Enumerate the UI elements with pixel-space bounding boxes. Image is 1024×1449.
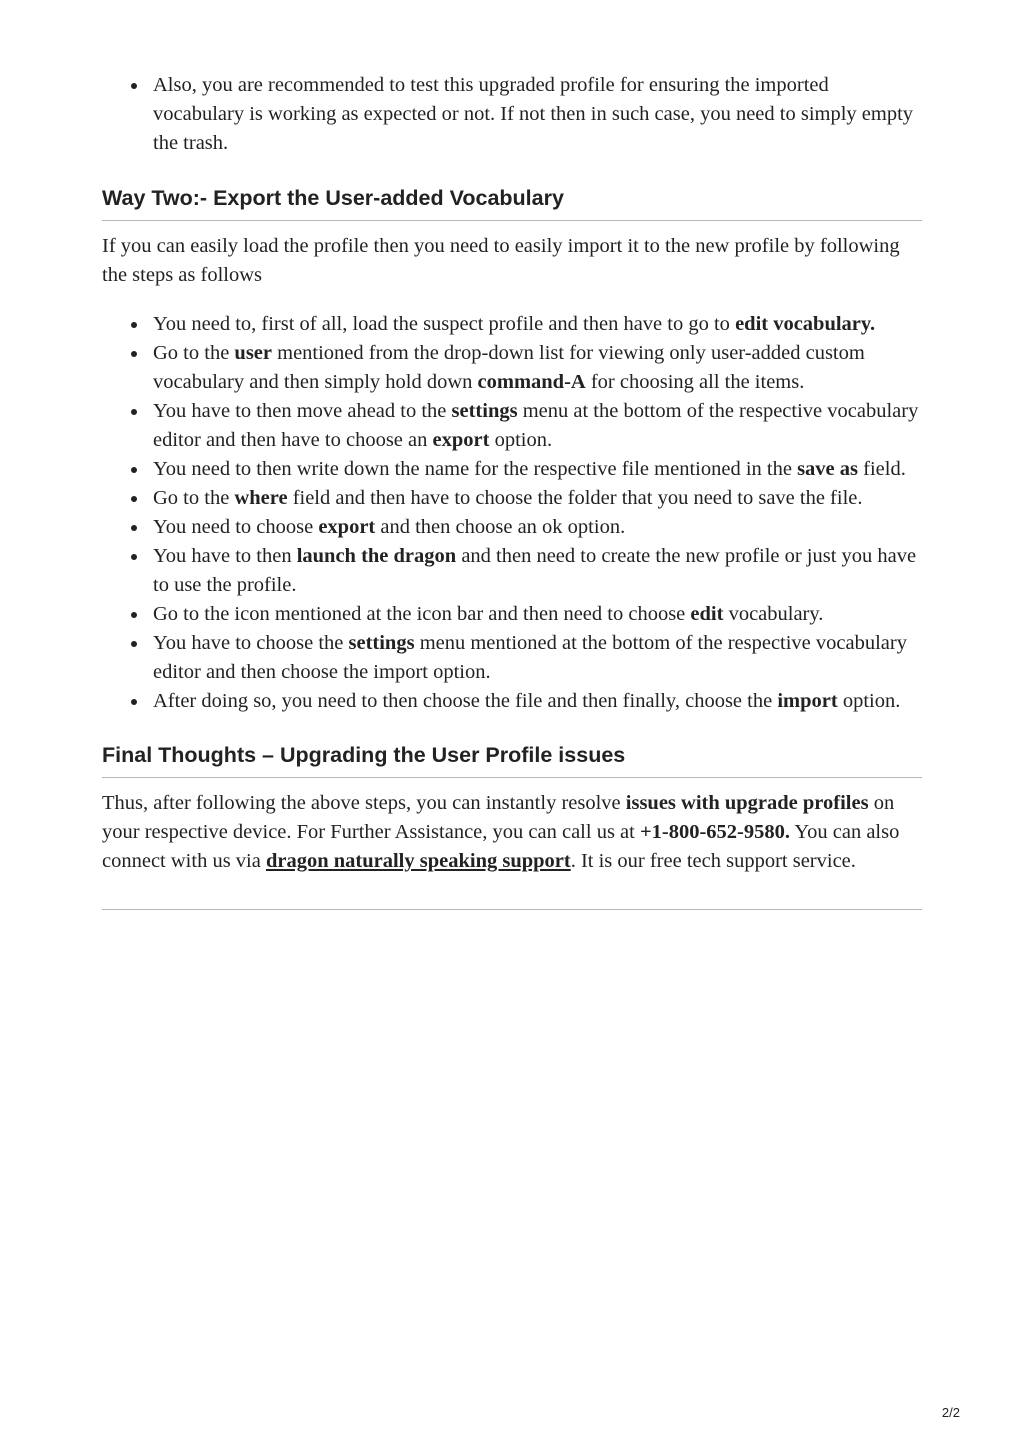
list-item: Also, you are recommended to test this upgraded profile for ensuring the imported vocabulary is working as expected or not. If not then in such case, you need to simply empty the trash. xyxy=(130,71,922,158)
list-item: Go to the user mentioned from the drop-down list for viewing only user-added custom vocabulary and then simply hold down command-A for choosing all the items. xyxy=(130,339,922,397)
article-content xyxy=(102,70,922,910)
list-item: You need to then write down the name for the respective file mentioned in the save as field. xyxy=(130,455,922,484)
way-two-steps-list xyxy=(130,310,922,716)
list-item: You have to choose the settings menu mentioned at the bottom of the respective vocabulary editor and then choose the import option. xyxy=(130,629,922,687)
intro-bullet-list xyxy=(130,71,922,158)
list-item: You have to then move ahead to the settings menu at the bottom of the respective vocabulary editor and then have to choose an export option. xyxy=(130,397,922,455)
final-thoughts-paragraph: Thus, after following the above steps, you can instantly resolve issues with upgrade profiles on your respective device. For Further Assistance, you can call us at +1-800-652-9580. You can also connect with us via dragon naturally speaking support. It is our free tech support service. xyxy=(102,792,900,872)
page-number: 2/2 xyxy=(941,1405,960,1420)
list-item: Go to the icon mentioned at the icon bar and then need to choose edit vocabulary. xyxy=(130,600,922,629)
phone-number: +1-800-652-9580. xyxy=(639,821,791,843)
list-item: You need to, first of all, load the suspect profile and then have to go to edit vocabulary. xyxy=(130,310,922,339)
bottom-divider xyxy=(102,909,922,910)
list-item: Go to the where field and then have to choose the folder that you need to save the file. xyxy=(130,484,922,513)
support-link[interactable]: dragon naturally speaking support xyxy=(265,850,571,872)
list-item: You have to then launch the dragon and then need to create the new profile or just you have to use the profile. xyxy=(130,542,922,600)
list-item: You need to choose export and then choose an ok option. xyxy=(130,513,922,542)
section-heading-way-two: Way Two:- Export the User-added Vocabulary xyxy=(102,184,922,221)
list-item: After doing so, you need to then choose the file and then finally, choose the import option. xyxy=(130,687,922,716)
section-heading-final-thoughts: Final Thoughts – Upgrading the User Profile issues xyxy=(102,741,922,778)
way-two-intro-paragraph: If you can easily load the profile then you need to easily import it to the new profile by following the steps as follows xyxy=(102,235,900,286)
